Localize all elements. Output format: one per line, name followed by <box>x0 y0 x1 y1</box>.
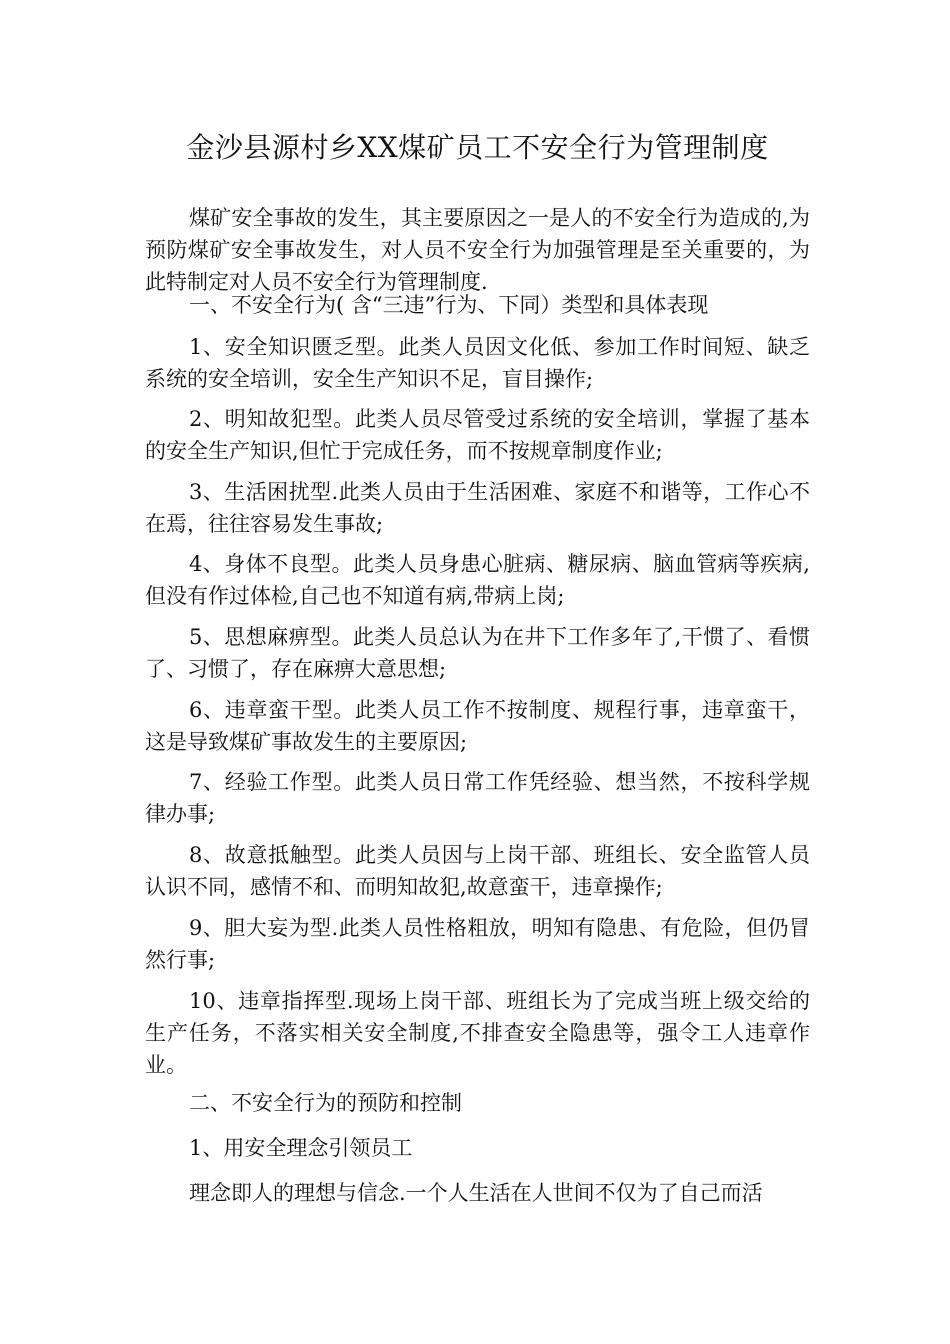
document-page <box>145 0 810 1344</box>
section-heading-2: 二、不安全行为的预防和控制 <box>189 1091 462 1115</box>
list-item: 5、思想麻痹型。此类人员总认为在井下工作多年了,干惯了、看惯了、习惯了，存在麻痹大意思想; <box>145 625 810 681</box>
list-item: 3、生活困扰型.此类人员由于生活困难、家庭不和谐等，工作心不在焉，往往容易发生事故; <box>145 480 810 536</box>
list-item: 8、故意抵触型。此类人员因与上岗干部、班组长、安全监管人员认识不同，感情不和、而明知故犯,故意蛮干，违章操作; <box>145 843 810 899</box>
list-item: 9、胆大妄为型.此类人员性格粗放，明知有隐患、有危险，但仍冒然行事; <box>145 916 810 972</box>
list-item: 2、明知故犯型。此类人员尽管受过系统的安全培训，掌握了基本的安全生产知识,但忙于完成任务，而不按规章制度作业; <box>145 407 810 463</box>
section-heading-1: 一、不安全行为( 含“三违”行为、下同）类型和具体表现 <box>189 293 709 317</box>
list-item: 10、违章指挥型.现场上岗干部、班组长为了完成当班上级交给的生产任务，不落实相关安全制度,不排查安全隐患等，强令工人违章作业。 <box>145 989 810 1077</box>
list-item: 6、违章蛮干型。此类人员工作不按制度、规程行事，违章蛮干，这是导致煤矿事故发生的主要原因; <box>145 698 810 754</box>
list-item: 7、经验工作型。此类人员日常工作凭经验、想当然，不按科学规律办事; <box>145 770 810 826</box>
list-item: 4、身体不良型。此类人员身患心脏病、糖尿病、脑血管病等疾病,但没有作过体检,自己也不知道有病,带病上岗; <box>145 552 810 608</box>
body-paragraph: 理念即人的理想与信念.一个人生活在人世间不仅为了自己而活 <box>189 1181 763 1205</box>
document-title: 金沙县源村乡XX煤矿员工不安全行为管理制度 <box>186 131 769 164</box>
list-item: 1、安全知识匮乏型。此类人员因文化低、参加工作时间短、缺乏系统的安全培训，安全生产知识不足，盲目操作; <box>145 335 810 391</box>
subsection-heading-1: 1、用安全理念引领员工 <box>189 1136 413 1160</box>
intro-paragraph: 煤矿安全事故的发生，其主要原因之一是人的不安全行为造成的,为预防煤矿安全事故发生，对人员不安全行为加强管理是至关重要的，为此特制定对人员不安全行为管理制度. <box>145 206 810 294</box>
